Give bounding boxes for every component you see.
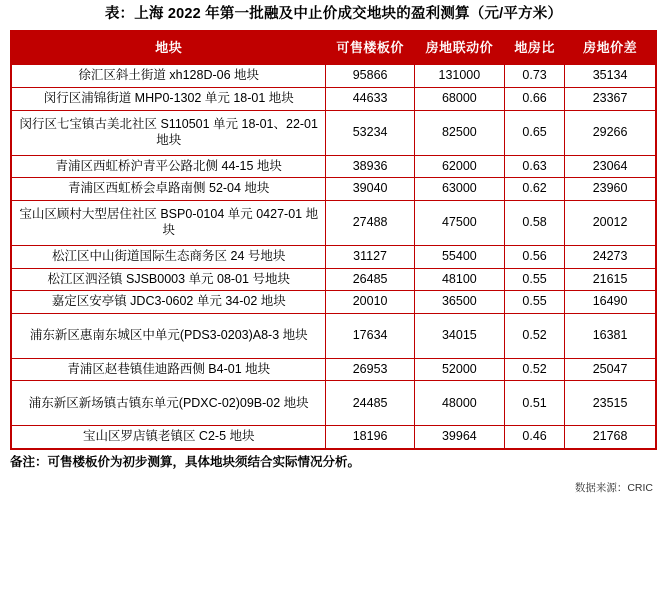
table-row [11, 313, 656, 358]
cell-linked: 48000 [414, 381, 504, 426]
cell-ratio: 0.58 [505, 200, 565, 245]
cell-diff: 23515 [565, 381, 656, 426]
cell-linked: 68000 [414, 88, 504, 111]
page-title: 表：上海 2022 年第一批融及中止价成交地块的盈利测算（元/平方米） [104, 6, 563, 22]
cell-price: 17634 [326, 313, 414, 358]
cell-diff: 29266 [565, 110, 656, 155]
column-header-linked-price: 房地联动价 [414, 31, 504, 65]
table-body [11, 65, 656, 449]
cell-plot: 宝山区顾村大型居住社区 BSP0-0104 单元 0427-01 地块 [11, 200, 326, 245]
table-header [11, 31, 656, 65]
cell-price: 24485 [326, 381, 414, 426]
cell-ratio: 0.55 [505, 268, 565, 291]
cell-price: 26485 [326, 268, 414, 291]
cell-ratio: 0.46 [505, 426, 565, 449]
cell-linked: 36500 [414, 291, 504, 314]
cell-ratio: 0.56 [505, 245, 565, 268]
cell-linked: 39964 [414, 426, 504, 449]
cell-plot: 闵行区浦锦街道 MHP0-1302 单元 18-01 地块 [11, 88, 326, 111]
cell-linked: 34015 [414, 313, 504, 358]
table-row [11, 426, 656, 449]
cell-price: 20010 [326, 291, 414, 314]
cell-price: 27488 [326, 200, 414, 245]
column-header-sellable-floor-price: 可售楼板价 [326, 31, 414, 65]
cell-price: 38936 [326, 155, 414, 178]
cell-diff: 23367 [565, 88, 656, 111]
cell-plot: 浦东新区惠南东城区中单元(PDS3-0203)A8-3 地块 [11, 313, 326, 358]
cell-linked: 63000 [414, 178, 504, 201]
cell-ratio: 0.55 [505, 291, 565, 314]
cell-diff: 24273 [565, 245, 656, 268]
cell-plot: 宝山区罗店镇老镇区 C2-5 地块 [11, 426, 326, 449]
cell-linked: 52000 [414, 358, 504, 381]
table-footnote: 备注：可售楼板价为初步测算，具体地块须结合实际情况分析。 [10, 455, 361, 470]
cell-plot: 嘉定区安亭镇 JDC3-0602 单元 34-02 地块 [11, 291, 326, 314]
land-profit-table [10, 30, 657, 450]
cell-diff: 16490 [565, 291, 656, 314]
column-header-ratio: 地房比 [505, 31, 565, 65]
table-header-row [11, 31, 656, 65]
cell-linked: 47500 [414, 200, 504, 245]
column-header-price-gap: 房地价差 [565, 31, 656, 65]
cell-ratio: 0.65 [505, 110, 565, 155]
cell-plot: 松江区中山街道国际生态商务区 24 号地块 [11, 245, 326, 268]
cell-linked: 55400 [414, 245, 504, 268]
cell-diff: 25047 [565, 358, 656, 381]
cell-plot: 青浦区西虹桥会卓路南侧 52-04 地块 [11, 178, 326, 201]
table-row [11, 200, 656, 245]
table-row [11, 155, 656, 178]
cell-price: 26953 [326, 358, 414, 381]
cell-diff: 20012 [565, 200, 656, 245]
cell-ratio: 0.52 [505, 358, 565, 381]
cell-price: 18196 [326, 426, 414, 449]
cell-plot: 青浦区赵巷镇佳迪路西侧 B4-01 地块 [11, 358, 326, 381]
cell-ratio: 0.66 [505, 88, 565, 111]
cell-plot: 青浦区西虹桥沪青平公路北侧 44-15 地块 [11, 155, 326, 178]
cell-price: 53234 [326, 110, 414, 155]
cell-ratio: 0.62 [505, 178, 565, 201]
table-row [11, 178, 656, 201]
cell-plot: 浦东新区新场镇古镇东单元(PDXC-02)09B-02 地块 [11, 381, 326, 426]
cell-diff: 16381 [565, 313, 656, 358]
table-row [11, 358, 656, 381]
table-row [11, 245, 656, 268]
cell-price: 44633 [326, 88, 414, 111]
cell-price: 31127 [326, 245, 414, 268]
cell-price: 39040 [326, 178, 414, 201]
data-source-label: 数据来源：CRIC [574, 482, 653, 495]
table-row [11, 268, 656, 291]
cell-plot: 徐汇区斜土街道 xh128D-06 地块 [11, 65, 326, 88]
column-header-plot: 地块 [11, 31, 326, 65]
cell-diff: 23960 [565, 178, 656, 201]
cell-linked: 48100 [414, 268, 504, 291]
cell-price: 95866 [326, 65, 414, 88]
table-row [11, 291, 656, 314]
cell-linked: 62000 [414, 155, 504, 178]
cell-ratio: 0.63 [505, 155, 565, 178]
cell-linked: 131000 [414, 65, 504, 88]
table-row [11, 88, 656, 111]
cell-ratio: 0.73 [505, 65, 565, 88]
cell-ratio: 0.51 [505, 381, 565, 426]
cell-plot: 松江区泗泾镇 SJSB0003 单元 08-01 号地块 [11, 268, 326, 291]
table-row [11, 110, 656, 155]
table-row [11, 65, 656, 88]
cell-diff: 21768 [565, 426, 656, 449]
cell-diff: 35134 [565, 65, 656, 88]
cell-linked: 82500 [414, 110, 504, 155]
cell-ratio: 0.52 [505, 313, 565, 358]
cell-diff: 21615 [565, 268, 656, 291]
cell-plot: 闵行区七宝镇古美北社区 S110501 单元 18-01、22-01 地块 [11, 110, 326, 155]
cell-diff: 23064 [565, 155, 656, 178]
table-row [11, 381, 656, 426]
